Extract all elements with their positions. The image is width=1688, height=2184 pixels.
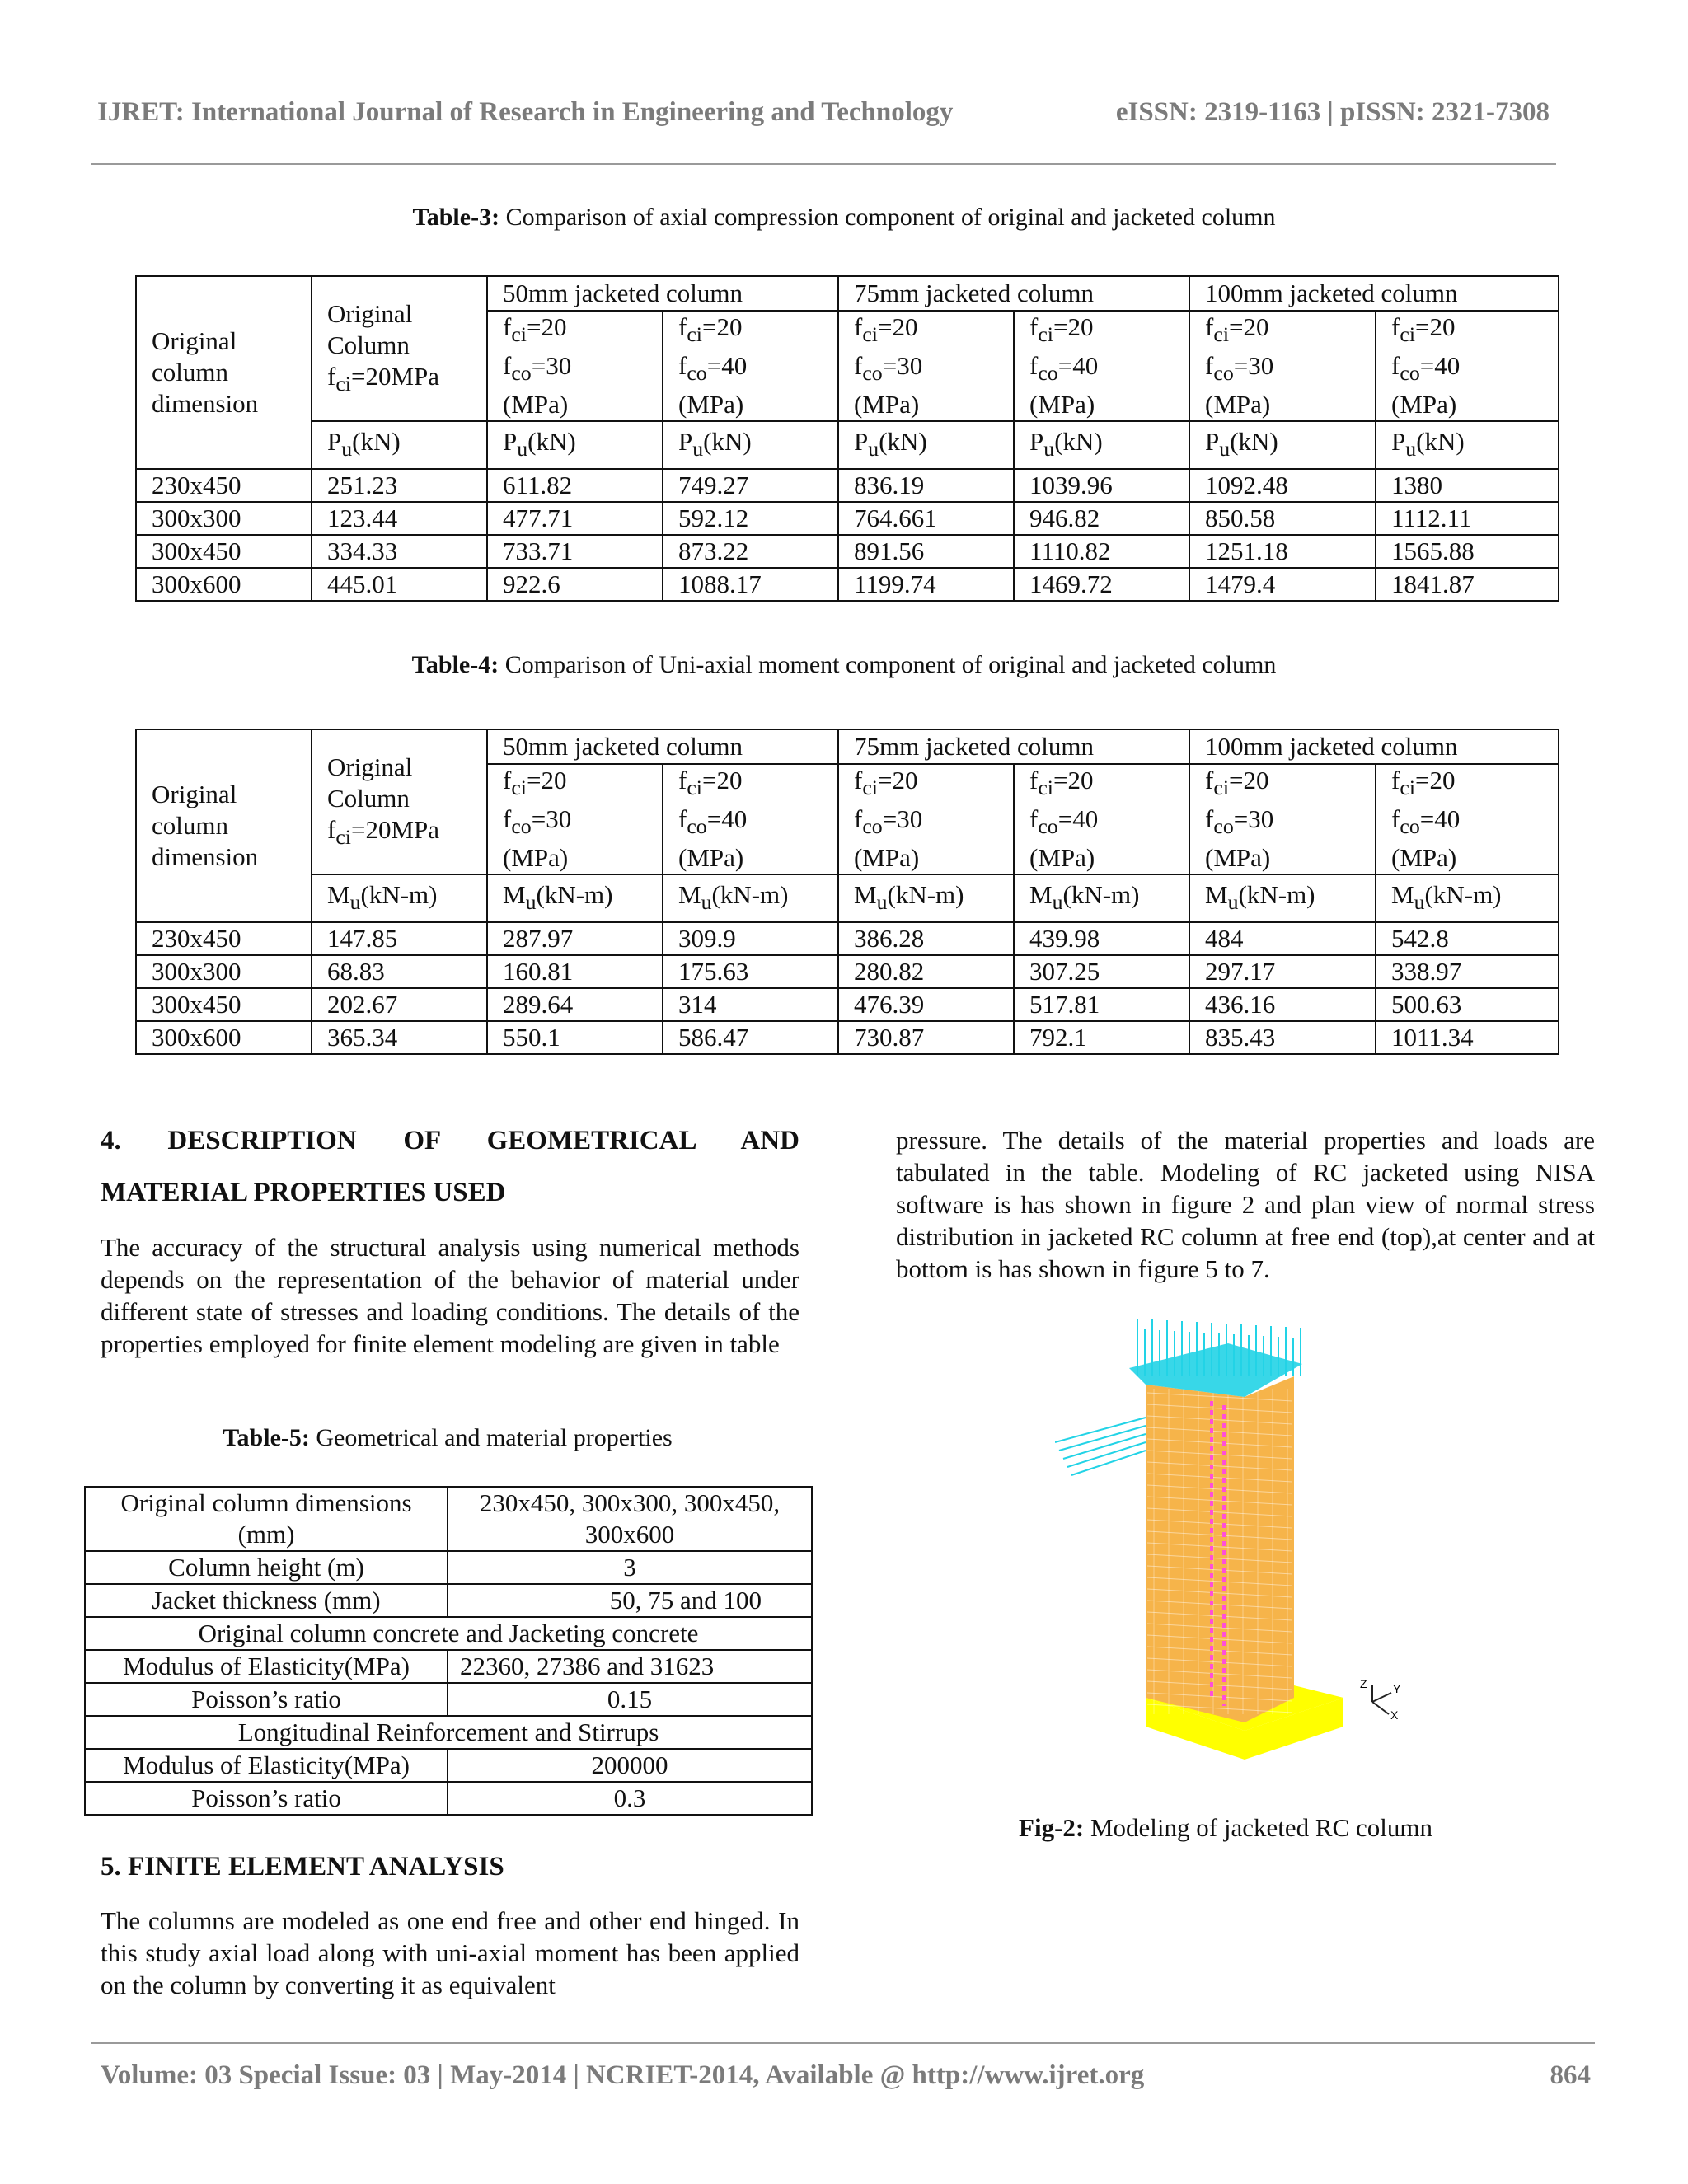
dimension-cell: 300x600 <box>136 1021 312 1054</box>
subscript: co <box>862 361 883 386</box>
dimension-cell: 300x600 <box>136 568 312 601</box>
value-cell: 251.23 <box>312 469 487 502</box>
table-row <box>136 535 1559 568</box>
subscript: co <box>687 361 707 386</box>
value-cell: 307.25 <box>1014 955 1189 988</box>
fig2-label: Fig-2: <box>1019 1813 1085 1842</box>
fig2-moment-arrows <box>1055 1418 1146 1475</box>
prop-group-heading: Longitudinal Reinforcement and Stirrups <box>85 1716 812 1749</box>
prop-label: Poisson’s ratio <box>85 1683 448 1716</box>
value-cell: 1112.11 <box>1376 502 1559 535</box>
subscript: ci <box>687 776 702 800</box>
table-row <box>85 1749 812 1782</box>
footer-rule <box>91 2042 1595 2044</box>
value-cell: 592.12 <box>663 502 838 535</box>
value-cell: 338.97 <box>1376 955 1559 988</box>
fig2-column-front <box>1146 1385 1245 1722</box>
strength-header: $f_{ci}=20$ $f_{co}=40$ (MPa) <box>1376 764 1559 874</box>
unit-header: $M_u(kN-m)$ <box>487 874 663 922</box>
f-line: $f_{ci}=20$ <box>1205 312 1269 347</box>
table-row <box>136 955 1559 988</box>
f-line: $f_{co}=40$ <box>678 351 748 386</box>
unit-header: $M_u(kN-m)$ <box>1376 874 1559 922</box>
value-cell: 365.34 <box>312 1021 487 1054</box>
value-cell: 123.44 <box>312 502 487 535</box>
original-column-header: Original Column $f_{ci}=20MPa$ <box>312 729 487 874</box>
value-cell: 1469.72 <box>1014 568 1189 601</box>
prop-label: Jacket thickness (mm) <box>85 1584 448 1617</box>
value-cell: 439.98 <box>1014 922 1189 955</box>
unit-header: $M_u(kN-m)$ <box>312 874 487 922</box>
table-row <box>85 1584 812 1617</box>
fig2-model-image <box>1055 1310 1467 1772</box>
table3 <box>135 275 1559 602</box>
subscript: co <box>511 361 532 386</box>
value-cell: 850.58 <box>1189 502 1376 535</box>
value-cell: 1011.34 <box>1376 1021 1559 1054</box>
original-column-header: Original Column $f_{ci}=20MPa$ <box>312 276 487 421</box>
table-row <box>136 988 1559 1021</box>
f-line: $f_{co}=30$ <box>854 351 923 386</box>
prop-value: 50, 75 and 100 <box>448 1584 812 1617</box>
table-row <box>85 1716 812 1749</box>
section4-paragraph: The accuracy of the structural analysis using numerical methods depends on the representation of the behavior of material under different state of stresses and loading conditions. The details of the properties employed for finite element modeling are given in table <box>101 1233 799 1358</box>
value-cell: 730.87 <box>838 1021 1014 1054</box>
strength-header: $f_{ci}=20$ $f_{co}=40$ (MPa) <box>663 764 838 874</box>
group-75mm-header: 75mm jacketed column <box>838 729 1189 764</box>
value-cell: 484 <box>1189 922 1376 955</box>
value-cell: 835.43 <box>1189 1021 1376 1054</box>
page-header <box>97 97 1550 138</box>
strength-header: $f_{ci}=20$ $f_{co}=30$ (MPa) <box>838 764 1014 874</box>
value-cell: 445.01 <box>312 568 487 601</box>
value-cell: 147.85 <box>312 922 487 955</box>
f-line: $f_{ci}=20$ <box>1029 312 1094 347</box>
group-75mm-header: 75mm jacketed column <box>838 276 1189 311</box>
subscript: ci <box>1038 776 1053 800</box>
table-row <box>136 922 1559 955</box>
unit-header: $M_u(kN-m)$ <box>1014 874 1189 922</box>
table-row <box>136 1021 1559 1054</box>
table-row <box>85 1487 812 1551</box>
fig2-axis-x-label: X <box>1390 1708 1399 1722</box>
table-row <box>85 1650 812 1683</box>
strength-header: $f_{ci}=20$ $f_{co}=30$ (MPa) <box>487 311 663 421</box>
fig2-caption <box>896 1813 1555 1843</box>
f-line: $f_{ci}=20$ <box>1029 766 1094 800</box>
strength-header: $f_{ci}=20$ $f_{co}=40$ (MPa) <box>1376 311 1559 421</box>
fig2-axis-triad <box>1360 1677 1401 1722</box>
prop-value: 230x450, 300x300, 300x450, 300x600 <box>448 1487 812 1551</box>
table-row <box>85 1617 812 1650</box>
value-cell: 1479.4 <box>1189 568 1376 601</box>
right-column-paragraph: pressure. The details of the material properties and loads are tabulated in the table. Modeling of RC jacketed using NISA software is has shown in figure 2 and plan view of normal stress distribution in jacketed RC column at free end (top),at center and at bottom is has shown in figure 5 to 7. <box>896 1126 1595 1283</box>
subscript: ci <box>511 322 527 347</box>
header-row-units <box>136 421 1559 469</box>
value-cell: 476.39 <box>838 988 1014 1021</box>
table-row <box>85 1782 812 1815</box>
value-cell: 550.1 <box>487 1021 663 1054</box>
value-cell: 309.9 <box>663 922 838 955</box>
prop-label: Original column dimensions (mm) <box>85 1487 448 1551</box>
table4-caption-text: Comparison of Uni-axial moment component of original and jacketed column <box>499 651 1277 678</box>
unit-header: $P_u(kN)$ <box>487 421 663 469</box>
table-row <box>136 469 1559 502</box>
strength-header: $f_{ci}=20$ $f_{co}=40$ (MPa) <box>1014 764 1189 874</box>
subscript: co <box>1038 361 1058 386</box>
unit-header: $P_u(kN)$ <box>1376 421 1559 469</box>
subscript: ci <box>862 322 878 347</box>
value-cell: 836.19 <box>838 469 1014 502</box>
value-cell: 175.63 <box>663 955 838 988</box>
group-100mm-header: 100mm jacketed column <box>1189 729 1559 764</box>
value-cell: 477.71 <box>487 502 663 535</box>
value-cell: 1110.82 <box>1014 535 1189 568</box>
fig2-axis-z-label: Z <box>1360 1677 1367 1690</box>
strength-header: $f_{ci}=20$ $f_{co}=30$ (MPa) <box>1189 311 1376 421</box>
section4-title-line2: MATERIAL PROPERTIES USED <box>101 1178 506 1207</box>
unit-header: $P_u(kN)$ <box>1189 421 1376 469</box>
table3-caption-text: Comparison of axial compression component of original and jacketed column <box>499 204 1276 231</box>
header-row-groups <box>136 276 1559 311</box>
table4 <box>135 729 1559 1055</box>
subscript: co <box>862 814 883 839</box>
value-cell: 160.81 <box>487 955 663 988</box>
prop-label: Modulus of Elasticity(MPa) <box>85 1749 448 1782</box>
subscript: co <box>1213 361 1234 386</box>
issn-text: eISSN: 2319-1163 | pISSN: 2321-7308 <box>1115 97 1550 127</box>
page-footer <box>101 2060 1591 2091</box>
f-line: $f_{ci}=20$ <box>678 312 743 347</box>
footer-text: Volume: 03 Special Issue: 03 | May-2014 | NCRIET-2014, Available @ http://www.ijret.org <box>101 2060 1145 2090</box>
header-row-units <box>136 874 1559 922</box>
strength-header: $f_{ci}=20$ $f_{co}=30$ (MPa) <box>1189 764 1376 874</box>
fig2-axis-y-label: Y <box>1393 1682 1401 1695</box>
value-cell: 922.6 <box>487 568 663 601</box>
value-cell: 1199.74 <box>838 568 1014 601</box>
strength-header: $f_{ci}=20$ $f_{co}=30$ (MPa) <box>838 311 1014 421</box>
subscript: co <box>1400 814 1420 839</box>
strength-header: $f_{ci}=20$ $f_{co}=30$ (MPa) <box>487 764 663 874</box>
f-line: $f_{co}=30$ <box>503 351 572 386</box>
dimension-cell: 230x450 <box>136 469 312 502</box>
prop-label: Column height (m) <box>85 1551 448 1584</box>
value-cell: 500.63 <box>1376 988 1559 1021</box>
prop-group-heading: Original column concrete and Jacketing concrete <box>85 1617 812 1650</box>
prop-value: 0.15 <box>448 1683 812 1716</box>
table-row <box>136 568 1559 601</box>
f-line: $f_{co}=30$ <box>1205 804 1274 839</box>
f-line: $f_{ci}=20$ <box>503 312 567 347</box>
value-cell: 517.81 <box>1014 988 1189 1021</box>
dimension-cell: 230x450 <box>136 922 312 955</box>
value-cell: 946.82 <box>1014 502 1189 535</box>
dimension-cell: 300x300 <box>136 502 312 535</box>
prop-label: Modulus of Elasticity(MPa) <box>85 1650 448 1683</box>
value-cell: 436.16 <box>1189 988 1376 1021</box>
value-cell: 1039.96 <box>1014 469 1189 502</box>
subscript: co <box>1400 361 1420 386</box>
f-line: $f_{ci}=20$ <box>854 766 918 800</box>
unit-header: $P_u(kN)$ <box>1014 421 1189 469</box>
table4-caption <box>0 651 1688 679</box>
subscript: ci <box>862 776 878 800</box>
prop-label: Poisson’s ratio <box>85 1782 448 1815</box>
subscript: ci <box>1213 776 1229 800</box>
dimension-cell: 300x450 <box>136 535 312 568</box>
unit-header: $P_u(kN)$ <box>838 421 1014 469</box>
value-cell: 334.33 <box>312 535 487 568</box>
original-dimension-header: Original column dimension <box>136 729 312 922</box>
table-row <box>85 1683 812 1716</box>
strength-header: $f_{ci}=20$ $f_{co}=40$ (MPa) <box>1014 311 1189 421</box>
unit-header: $M_u(kN-m)$ <box>663 874 838 922</box>
table-row <box>136 502 1559 535</box>
value-cell: 314 <box>663 988 838 1021</box>
original-dimension-header: Original column dimension <box>136 276 312 469</box>
value-cell: 792.1 <box>1014 1021 1189 1054</box>
value-cell: 764.661 <box>838 502 1014 535</box>
value-cell: 202.67 <box>312 988 487 1021</box>
subscript: ci <box>1038 322 1053 347</box>
value-cell: 1841.87 <box>1376 568 1559 601</box>
section5-title: 5. FINITE ELEMENT ANALYSIS <box>101 1852 504 1882</box>
unit-header: $M_u(kN-m)$ <box>838 874 1014 922</box>
value-cell: 1092.48 <box>1189 469 1376 502</box>
value-cell: 289.64 <box>487 988 663 1021</box>
value-cell: 733.71 <box>487 535 663 568</box>
value-cell: 749.27 <box>663 469 838 502</box>
value-cell: 873.22 <box>663 535 838 568</box>
table3-label: Table-3: <box>412 204 500 231</box>
table5 <box>84 1486 813 1816</box>
f-line: $f_{ci}=20$ <box>678 766 743 800</box>
subscript: co <box>1213 814 1234 839</box>
group-50mm-header: 50mm jacketed column <box>487 729 838 764</box>
group-50mm-header: 50mm jacketed column <box>487 276 838 311</box>
f-line: $f_{ci}=20$ <box>503 766 567 800</box>
prop-value: 200000 <box>448 1749 812 1782</box>
f-line: $f_{co}=40$ <box>1029 351 1099 386</box>
subscript: ci <box>1400 322 1415 347</box>
page-number: 864 <box>1550 2060 1591 2090</box>
f-line: $f_{ci}=20$ <box>1391 766 1456 800</box>
table5-label: Table-5: <box>223 1424 310 1451</box>
fig2-caption-text: Modeling of jacketed RC column <box>1084 1813 1432 1842</box>
value-cell: 280.82 <box>838 955 1014 988</box>
subscript: co <box>511 814 532 839</box>
value-cell: 542.8 <box>1376 922 1559 955</box>
unit-header: $P_u(kN)$ <box>663 421 838 469</box>
table5-caption-text: Geometrical and material properties <box>309 1424 673 1451</box>
f-line: $f_{co}=40$ <box>678 804 748 839</box>
subscript: ci <box>1400 776 1415 800</box>
unit-header: $M_u(kN-m)$ <box>1189 874 1376 922</box>
value-cell: 297.17 <box>1189 955 1376 988</box>
f-line: $f_{co}=40$ <box>1029 804 1099 839</box>
unit-header: $P_u(kN)$ <box>312 421 487 469</box>
table5-caption <box>84 1424 811 1452</box>
value-cell: 386.28 <box>838 922 1014 955</box>
group-100mm-header: 100mm jacketed column <box>1189 276 1559 311</box>
f-line: $f_{co}=40$ <box>1391 351 1461 386</box>
f-line: $f_{ci}=20$ <box>1205 766 1269 800</box>
header-row-groups <box>136 729 1559 764</box>
prop-value: 0.3 <box>448 1782 812 1815</box>
f-line: $f_{co}=40$ <box>1391 804 1461 839</box>
value-cell: 68.83 <box>312 955 487 988</box>
value-cell: 1565.88 <box>1376 535 1559 568</box>
value-cell: 586.47 <box>663 1021 838 1054</box>
table-row <box>85 1551 812 1584</box>
value-cell: 1380 <box>1376 469 1559 502</box>
dimension-cell: 300x300 <box>136 955 312 988</box>
value-cell: 891.56 <box>838 535 1014 568</box>
header-rule <box>91 163 1556 165</box>
section5-paragraph: The columns are modeled as one end free and other end hinged. In this study axial load along with uni-axial moment has been applied on the column by converting it as equivalent <box>101 1906 799 1999</box>
f-line: $f_{ci}=20$ <box>1391 312 1456 347</box>
section4-title-line1: 4. DESCRIPTION OF GEOMETRICAL AND <box>101 1126 799 1155</box>
table4-label: Table-4: <box>411 651 499 678</box>
value-cell: 611.82 <box>487 469 663 502</box>
f-line: $f_{co}=30$ <box>503 804 572 839</box>
f-line: $f_{ci}=20$ <box>854 312 918 347</box>
value-cell: 1251.18 <box>1189 535 1376 568</box>
journal-name: IJRET: International Journal of Research in Engineering and Technology <box>97 97 954 127</box>
subscript: ci <box>687 322 702 347</box>
f-line: $f_{co}=30$ <box>854 804 923 839</box>
value-cell: 1088.17 <box>663 568 838 601</box>
dimension-cell: 300x450 <box>136 988 312 1021</box>
subscript: co <box>687 814 707 839</box>
value-cell: 287.97 <box>487 922 663 955</box>
subscript: co <box>1038 814 1058 839</box>
f-line: $f_{co}=30$ <box>1205 351 1274 386</box>
strength-header: $f_{ci}=20$ $f_{co}=40$ (MPa) <box>663 311 838 421</box>
subscript: ci <box>1213 322 1229 347</box>
table3-caption <box>0 204 1688 232</box>
prop-value: 22360, 27386 and 31623 <box>448 1650 812 1683</box>
fig2-svg <box>1055 1310 1467 1772</box>
subscript: ci <box>511 776 527 800</box>
prop-value: 3 <box>448 1551 812 1584</box>
